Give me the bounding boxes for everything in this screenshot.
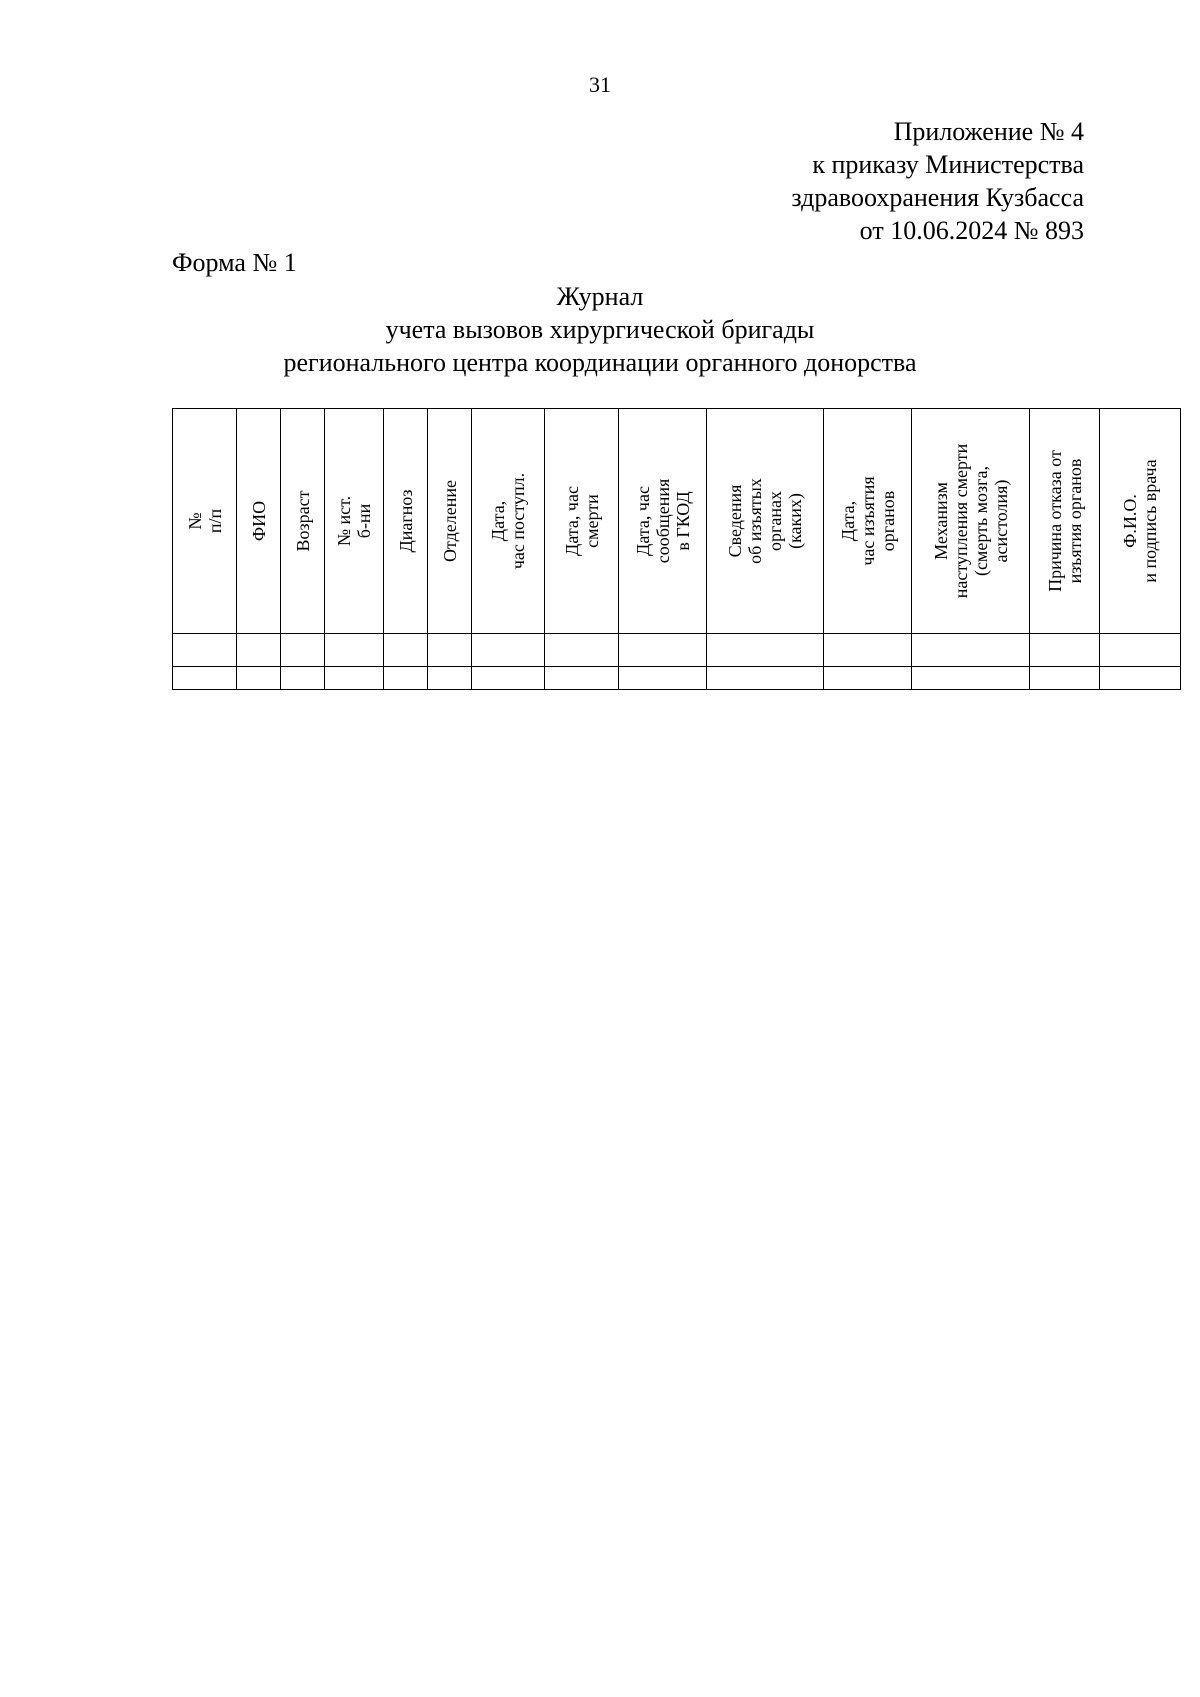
page-number: 31 [589, 72, 611, 97]
column-header: Диагноз [384, 409, 428, 634]
appendix-line: Приложение № 4 [893, 117, 1084, 146]
appendix-line: от 10.06.2024 № 893 [859, 216, 1084, 245]
table-cell [384, 634, 428, 667]
table-cell [472, 634, 545, 667]
table-cell [824, 667, 912, 690]
table-row [173, 667, 1181, 690]
table-cell [325, 634, 384, 667]
column-header: Ф.И.О. и подпись врача [1100, 409, 1181, 634]
table-cell [237, 634, 281, 667]
table-cell [1030, 667, 1100, 690]
column-header: ФИО [237, 409, 281, 634]
table-cell [824, 634, 912, 667]
column-header: Дата, час изъятия органов [824, 409, 912, 634]
table-cell [384, 667, 428, 690]
table-cell [281, 634, 325, 667]
column-header: Дата, час смерти [545, 409, 619, 634]
title-line: регионального центра координации органного донорства [283, 348, 917, 377]
table-cell [325, 667, 384, 690]
column-header: № п/п [173, 409, 237, 634]
table-cell [912, 667, 1030, 690]
table-cell [281, 667, 325, 690]
table-cell [912, 634, 1030, 667]
appendix-block [791, 115, 1084, 247]
table-cell [619, 634, 707, 667]
column-header: Дата, час поступл. [472, 409, 545, 634]
column-header: Причина отказа от изъятия органов [1030, 409, 1100, 634]
table-cell [428, 667, 472, 690]
column-header: № ист. б-ни [325, 409, 384, 634]
table-cell [619, 667, 707, 690]
table-cell [1100, 634, 1181, 667]
column-header: Отделение [428, 409, 472, 634]
table-cell [707, 634, 824, 667]
column-header: Механизм наступления смерти (смерть мозга, асистолия) [912, 409, 1030, 634]
table-header-row [173, 409, 1181, 634]
title-line: учета вызовов хирургической бригады [385, 315, 815, 344]
form-label: Форма № 1 [172, 248, 297, 277]
table-cell [1030, 634, 1100, 667]
table-cell [1100, 667, 1181, 690]
title-line: Журнал [556, 282, 644, 311]
table-cell [237, 667, 281, 690]
table-cell [472, 667, 545, 690]
table-cell [545, 667, 619, 690]
journal-table [172, 408, 1181, 690]
table-cell [545, 634, 619, 667]
table-row [173, 634, 1181, 667]
document-title [0, 280, 1200, 379]
table-cell [173, 634, 237, 667]
column-header: Возраст [281, 409, 325, 634]
column-header: Дата, час сообщения в ГКОД [619, 409, 707, 634]
appendix-line: к приказу Министерства [812, 150, 1084, 179]
column-header: Сведения об изъятых органах (каких) [707, 409, 824, 634]
table-cell [173, 667, 237, 690]
appendix-line: здравоохранения Кузбасса [791, 183, 1084, 212]
table-cell [428, 634, 472, 667]
table-cell [707, 667, 824, 690]
